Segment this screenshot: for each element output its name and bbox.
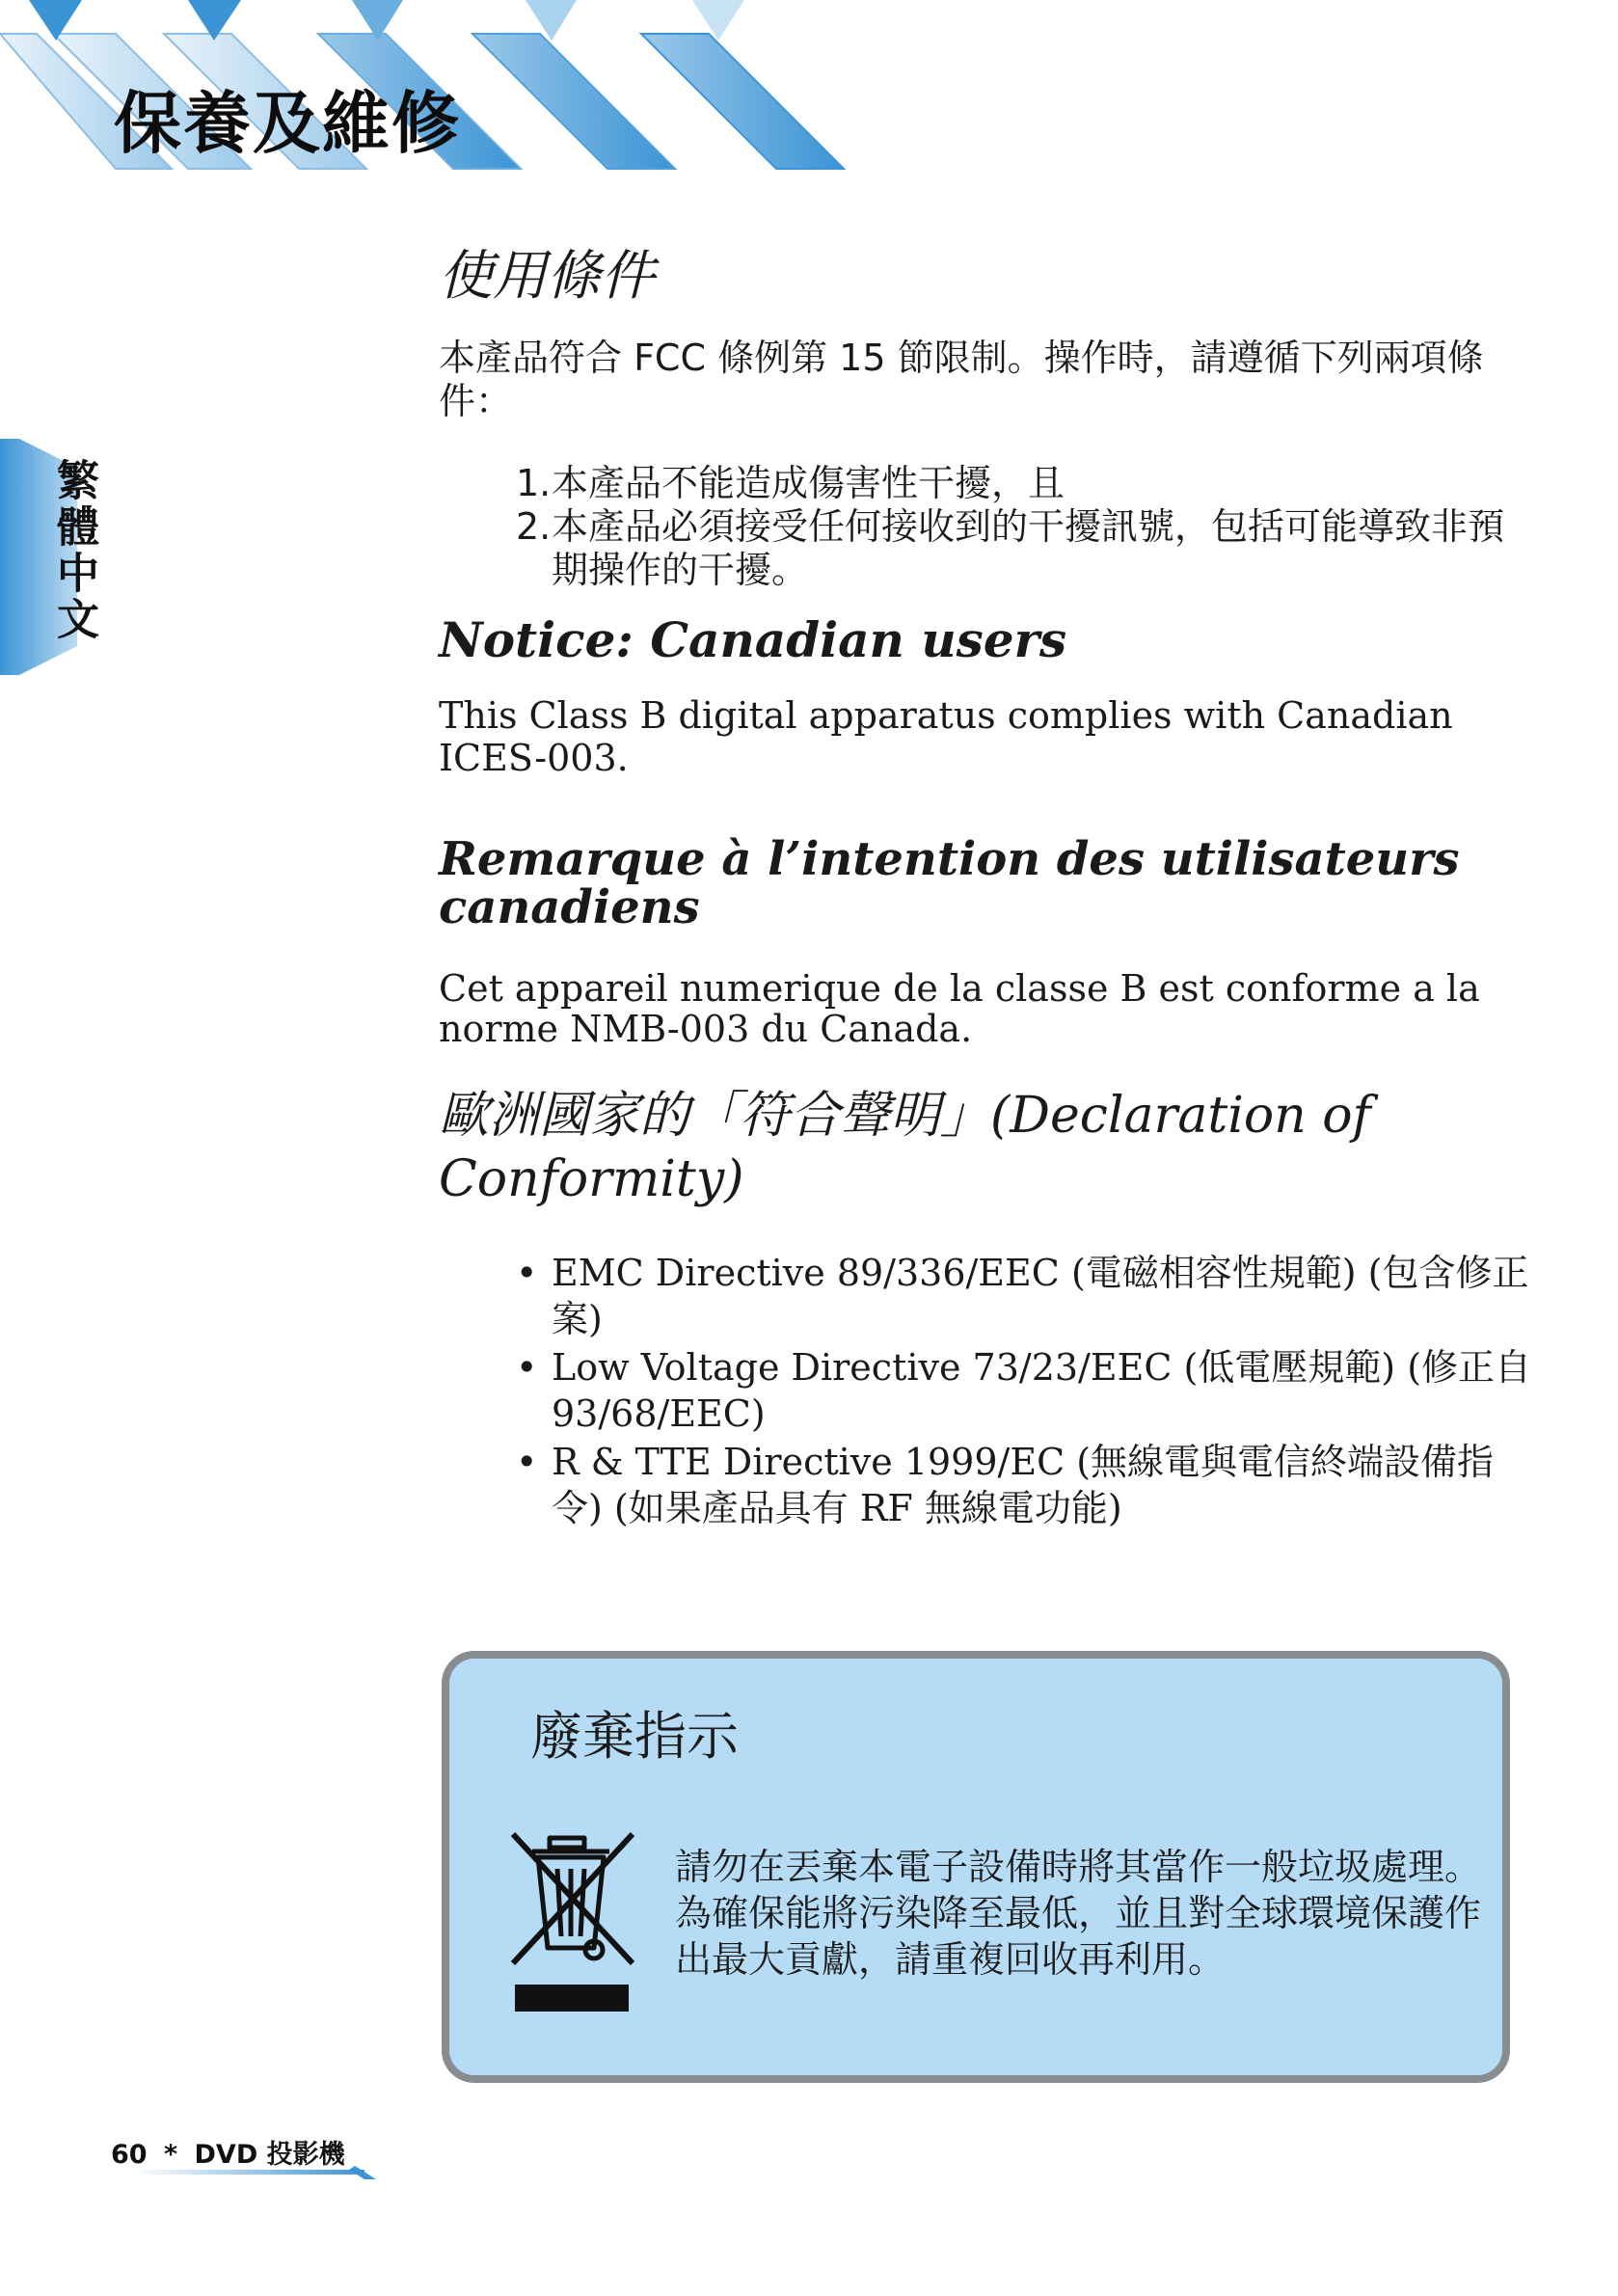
canadian-notice-heading: Notice: Canadian users <box>439 611 1067 668</box>
crossed-out-wheelie-bin-icon <box>507 1828 638 2017</box>
list-item-number: 2. <box>516 505 552 548</box>
waste-box-title: 廢棄指示 <box>530 1706 739 1767</box>
footer-accent-line <box>135 2166 376 2179</box>
canadian-notice-text: This Class B digital apparatus complies with Canadian ICES-003. <box>439 694 1453 779</box>
list-item-text: R & TTE Directive 1999/EC (無線電與電信終端設備指令) (如果產品具有 RF 無線電功能) <box>552 1441 1495 1529</box>
list-item <box>516 1250 1538 1342</box>
waste-disposal-box <box>442 1651 1510 2083</box>
list-item-text: 本產品必須接受任何接收到的干擾訊號，包括可能導致非預期操作的干擾。 <box>552 505 1505 591</box>
list-item-text: EMC Directive 89/336/EEC (電磁相容性規範) (包含修正案) <box>552 1252 1529 1340</box>
list-item <box>516 1439 1538 1531</box>
waste-box-text: 請勿在丟棄本電子設備時將其當作一般垃圾處理。為確保能將污染降至最低，並且對全球環境保護作出最大貢獻，請重複回收再利用。 <box>675 1846 1482 1981</box>
page-number: 60 <box>111 2140 148 2170</box>
footer-separator: * <box>163 2140 178 2170</box>
footer-product-name: DVD 投影機 <box>194 2140 345 2170</box>
list-item <box>516 462 1538 505</box>
bullet-icon: • <box>516 1252 538 1294</box>
conformity-list <box>439 1250 1538 1531</box>
bullet-icon: • <box>516 1441 538 1483</box>
remarque-text: Cet appareil numerique de la classe B est conforme a la norme NMB-003 du Canada. <box>439 967 1480 1050</box>
list-item-text: Low Voltage Directive 73/23/EEC (低電壓規範) (修正自 93/68/EEC) <box>552 1346 1532 1435</box>
conditions-list <box>439 462 1538 592</box>
chapter-title: 保養及維修 <box>114 84 461 163</box>
list-item <box>516 1344 1538 1437</box>
list-item-text: 本產品不能造成傷害性干擾，且 <box>552 462 1065 504</box>
list-item <box>516 505 1538 592</box>
list-item-number: 1. <box>516 462 552 504</box>
language-side-tab <box>0 439 98 675</box>
remarque-heading: Remarque à l’intention des utilisateurs canadiens <box>439 832 1460 934</box>
conformity-heading: 歐洲國家的「符合聲明」(Declaration of Conformity) <box>439 1087 1371 1208</box>
conditions-heading: 使用條件 <box>439 245 655 308</box>
conditions-intro: 本產品符合 FCC 條例第 15 節限制。操作時，請遵循下列兩項條件： <box>439 337 1484 422</box>
side-tab-label: 繁體中文 <box>49 458 98 643</box>
main-content <box>439 246 1538 1533</box>
bullet-icon: • <box>516 1346 538 1389</box>
